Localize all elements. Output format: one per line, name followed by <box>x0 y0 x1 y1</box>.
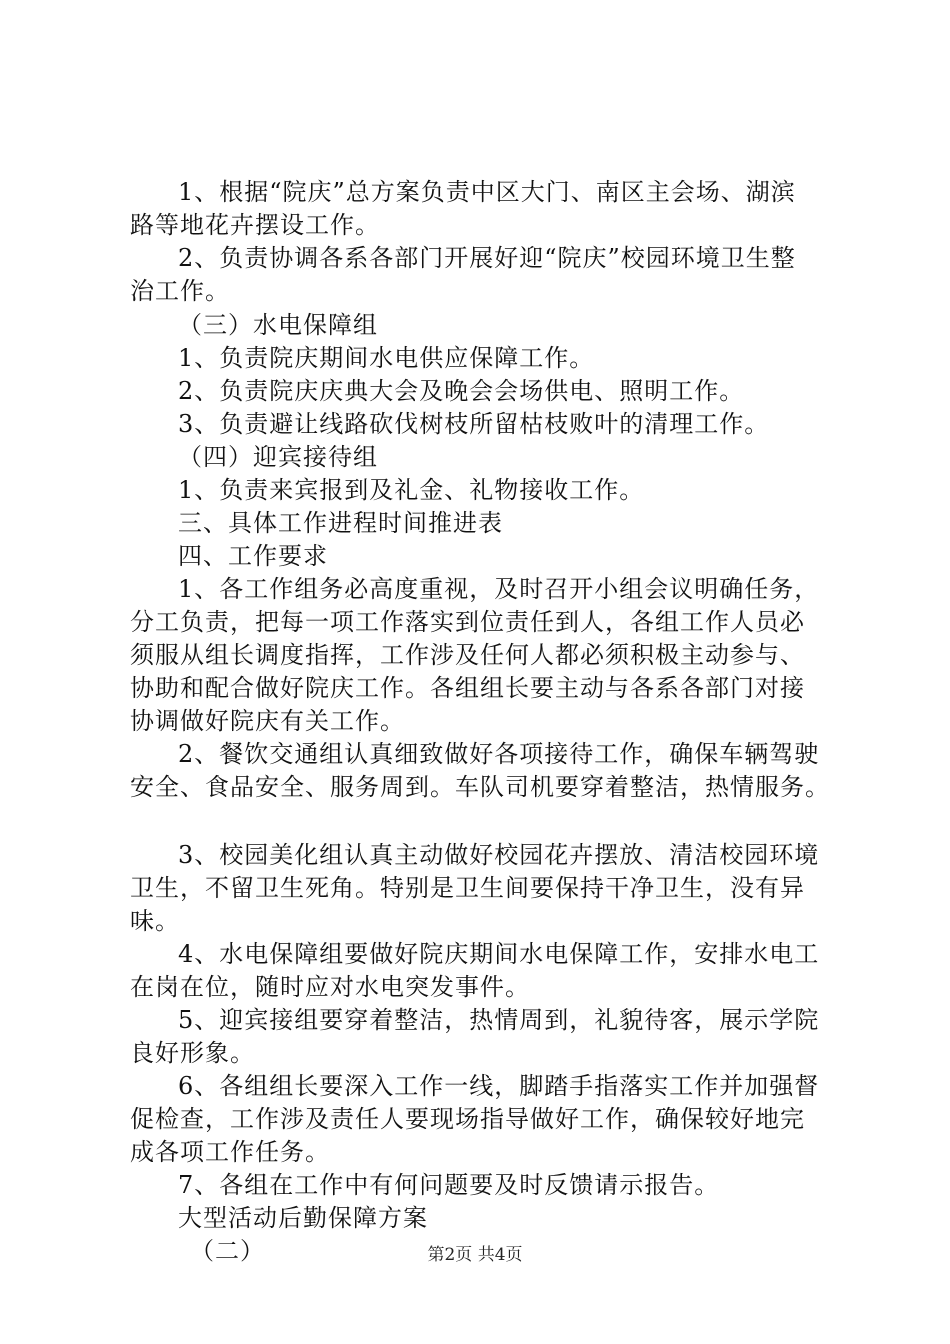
section-heading: （三）水电保障组 <box>178 311 378 339</box>
paragraph-line: 7、各组在工作中有何问题要及时反馈请示报告。 <box>178 1171 720 1199</box>
paragraph-line: 在岗在位，随时应对水电突发事件。 <box>130 973 530 1001</box>
paragraph-line: 2、餐饮交通组认真细致做好各项接待工作，确保车辆驾驶 <box>178 740 820 768</box>
paragraph-line: 1、各工作组务必高度重视，及时召开小组会议明确任务， <box>178 575 820 603</box>
paragraph-line: 2、负责院庆庆典大会及晚会会场供电、照明工作。 <box>178 377 745 405</box>
document-subtitle: 大型活动后勤保障方案 <box>178 1204 428 1232</box>
paragraph-line: 协助和配合做好院庆工作。各组组长要主动与各系各部门对接 <box>130 674 805 702</box>
paragraph-line: 3、校园美化组认真主动做好校园花卉摆放、清洁校园环境 <box>178 841 820 869</box>
section-heading: 四、工作要求 <box>178 542 328 570</box>
paragraph-line: 安全、食品安全、服务周到。车队司机要穿着整洁，热情服务。 <box>130 773 830 801</box>
section-number: （二） <box>190 1237 265 1265</box>
section-heading: 三、具体工作进程时间推进表 <box>178 509 503 537</box>
paragraph-line: 2、负责协调各系各部门开展好迎“院庆”校园环境卫生整 <box>178 244 796 272</box>
section-heading: （四）迎宾接待组 <box>178 443 378 471</box>
paragraph-line: 成各项工作任务。 <box>130 1138 330 1166</box>
paragraph-line: 1、负责院庆期间水电供应保障工作。 <box>178 344 595 372</box>
paragraph-line: 分工负责，把每一项工作落实到位责任到人，各组工作人员必 <box>130 608 805 636</box>
paragraph-line: 1、负责来宾报到及礼金、礼物接收工作。 <box>178 476 645 504</box>
paragraph-line: 1、根据“院庆”总方案负责中区大门、南区主会场、湖滨 <box>178 178 796 206</box>
paragraph-line: 治工作。 <box>130 277 230 305</box>
page-number-footer: 第2页 共4页 <box>427 1245 523 1265</box>
paragraph-line: 促检查，工作涉及责任人要现场指导做好工作，确保较好地完 <box>130 1105 805 1133</box>
paragraph-line: 3、负责避让线路砍伐树枝所留枯枝败叶的清理工作。 <box>178 410 770 438</box>
paragraph-line: 须服从组长调度指挥，工作涉及任何人都必须积极主动参与、 <box>130 641 805 669</box>
paragraph-line: 4、水电保障组要做好院庆期间水电保障工作，安排水电工 <box>178 940 820 968</box>
paragraph-line: 路等地花卉摆设工作。 <box>130 211 380 239</box>
paragraph-line: 卫生，不留卫生死角。特别是卫生间要保持干净卫生，没有异 <box>130 874 805 902</box>
paragraph-line: 协调做好院庆有关工作。 <box>130 707 405 735</box>
paragraph-line: 良好形象。 <box>130 1039 255 1067</box>
paragraph-line: 味。 <box>130 907 180 935</box>
paragraph-line: 6、各组组长要深入工作一线，脚踏手指落实工作并加强督 <box>178 1072 820 1100</box>
paragraph-line: 5、迎宾接组要穿着整洁，热情周到，礼貌待客，展示学院 <box>178 1006 820 1034</box>
